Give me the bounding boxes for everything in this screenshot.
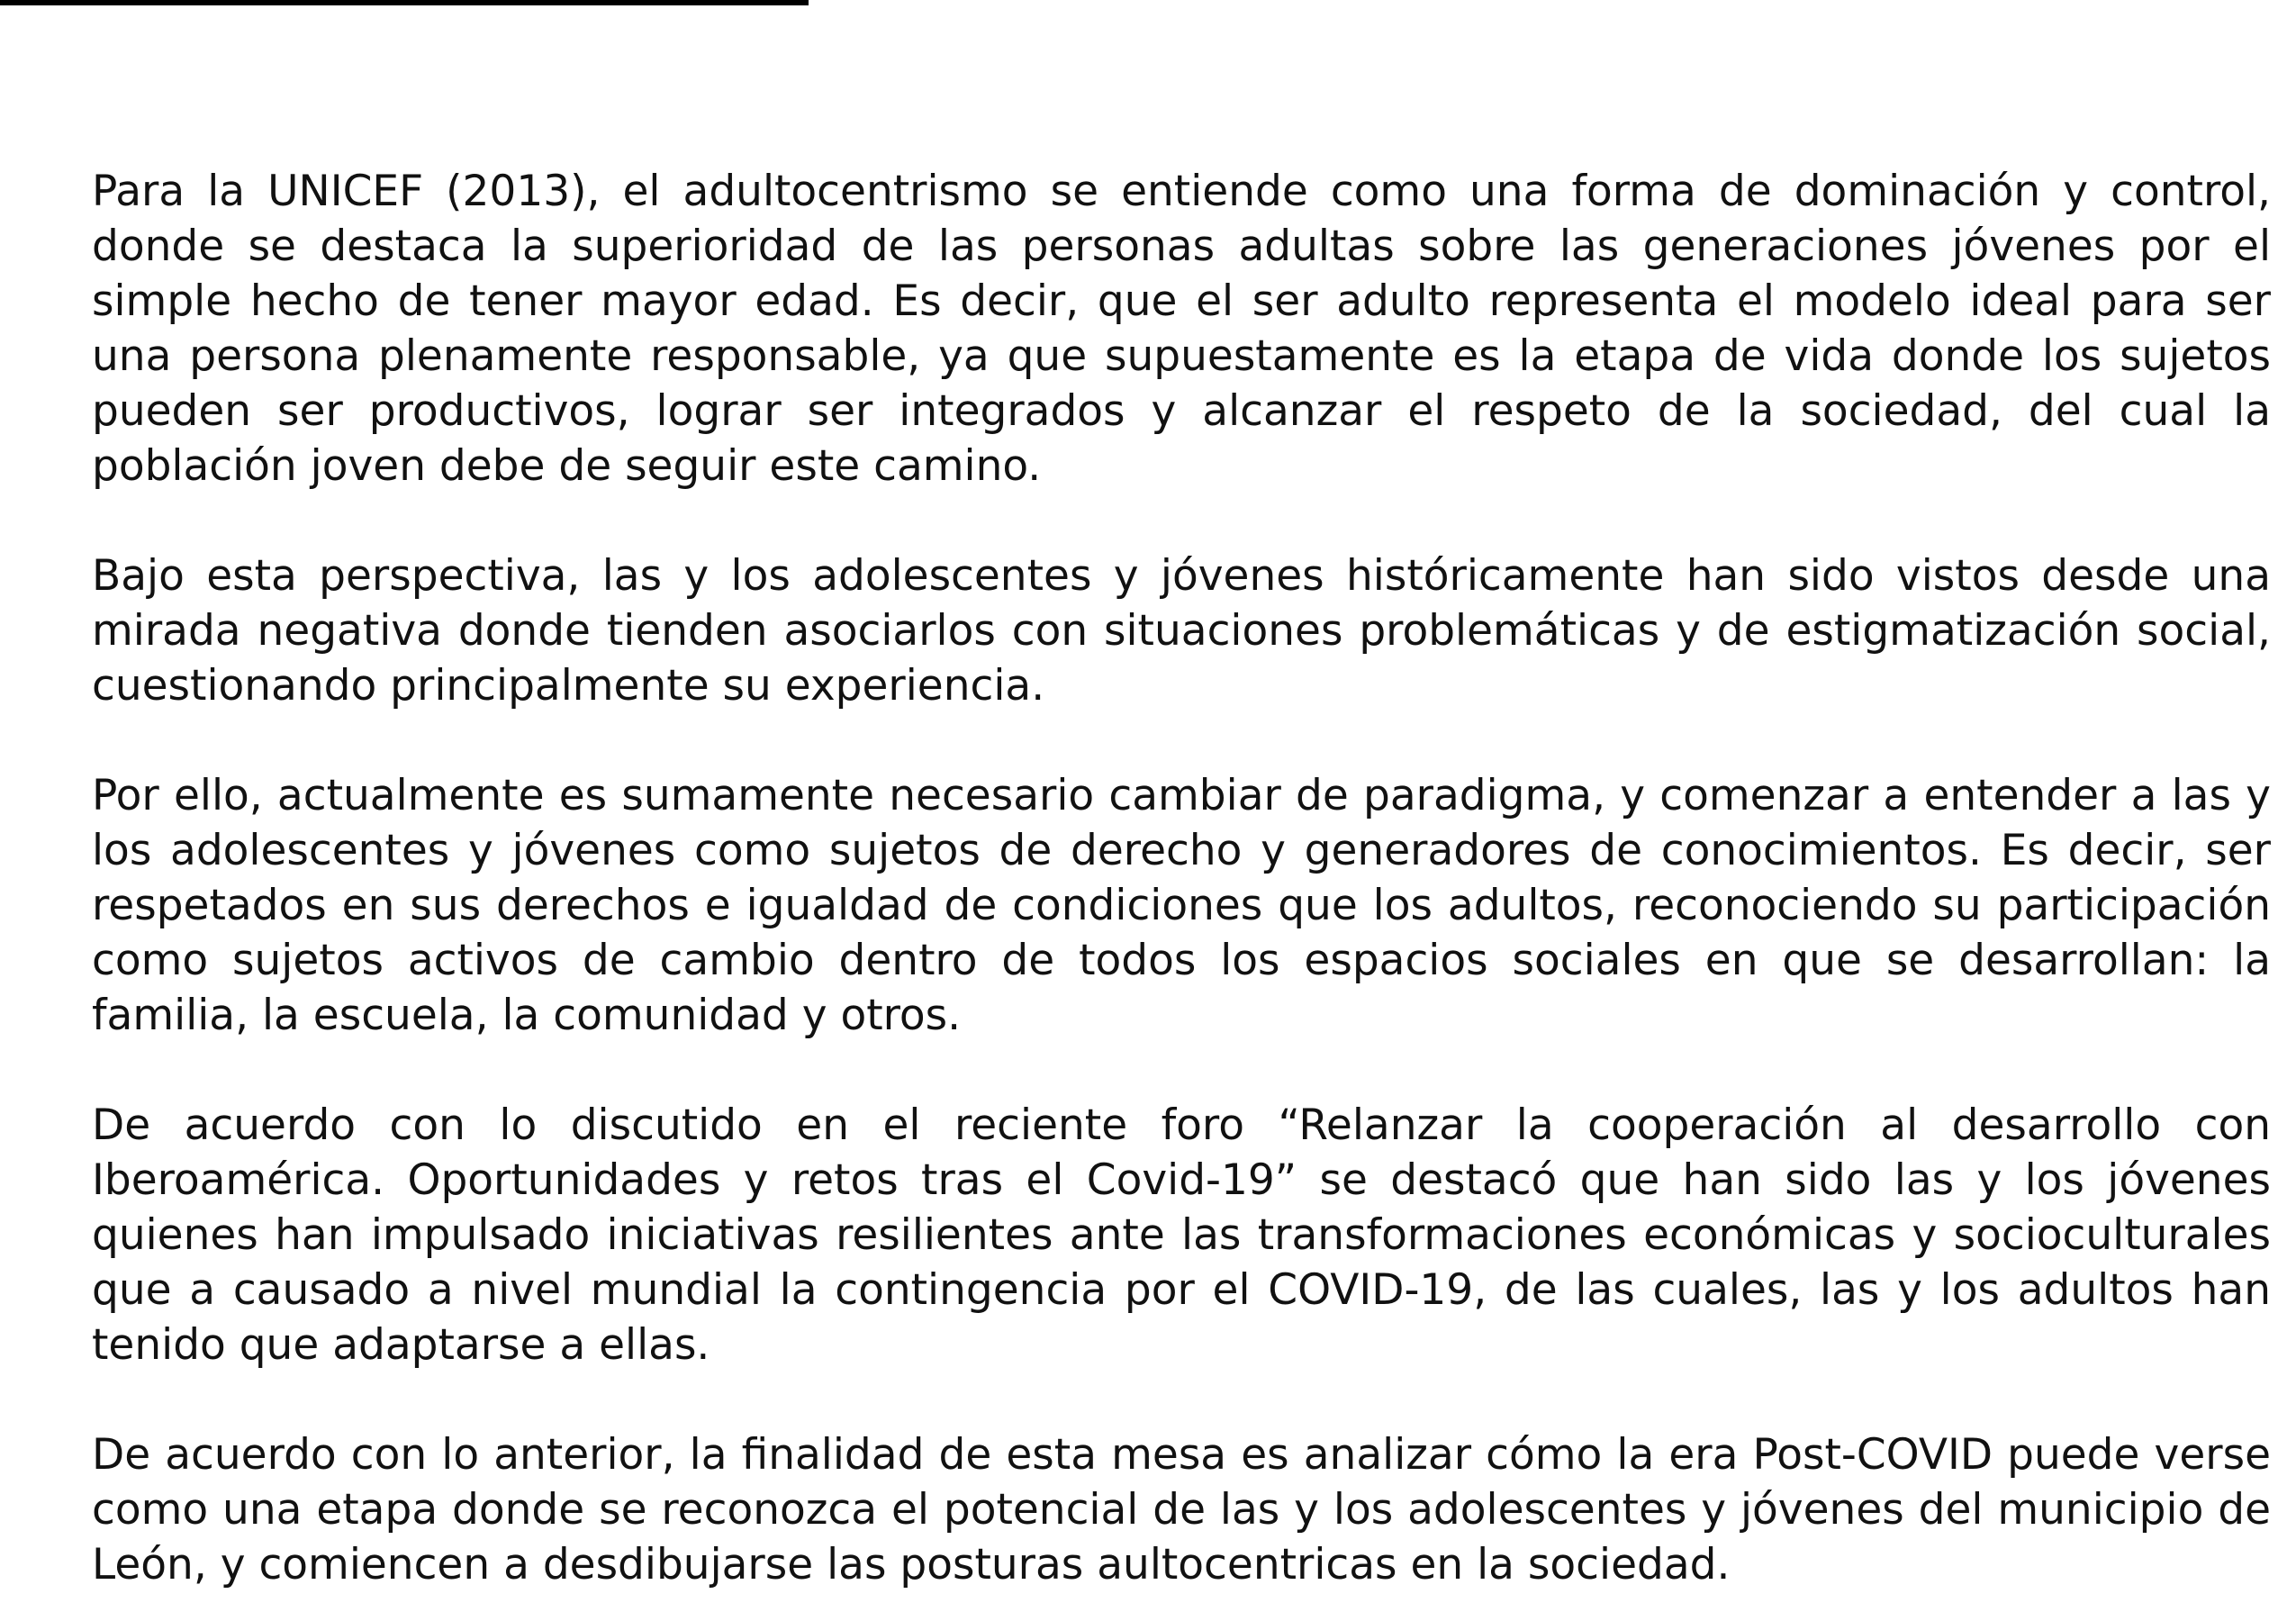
paragraph-1: Para la UNICEF (2013), el adultocentrismo se entiende como una forma de dominación y control, donde se destaca la superioridad de las personas adultas sobre las generaciones jóvenes por el simple hecho de tener mayor edad. Es decir, que el ser adulto representa el modelo ideal para ser una persona plenamente responsable, ya que supuestamente es la etapa de vida donde los sujetos pueden ser productivos, lograr ser integrados y alcanzar el respeto de la sociedad, del cual la población joven debe de seguir este camino. xyxy=(92,167,2271,491)
paragraph-3: Por ello, actualmente es sumamente necesario cambiar de paradigma, y comenzar a entender a las y los adolescentes y jóvenes como sujetos de derecho y generadores de conocimientos. Es decir, ser respetados en sus derechos e igualdad de condiciones que los adultos, reconociendo su participación como sujetos activos de cambio dentro de todos los espacios sociales en que se desarrollan: la familia, la escuela, la comunidad y otros. xyxy=(92,771,2271,1040)
paragraph-4: De acuerdo con lo discutido en el reciente foro “Relanzar la cooperación al desarrollo con Iberoamérica. Oportunidades y retos tras el Covid-19” se destacó que han sido las y los jóvenes quienes han impulsado iniciativas resilientes ante las transformaciones económicas y socioculturales que a causado a nivel mundial la contingencia por el COVID-19, de las cuales, las y los adultos han tenido que adaptarse a ellas. xyxy=(92,1100,2271,1370)
top-rule xyxy=(0,0,809,5)
document-body xyxy=(92,164,2271,1592)
paragraph-2: Bajo esta perspectiva, las y los adolescentes y jóvenes históricamente han sido vistos desde una mirada negativa donde tienden asociarlos con situaciones problemáticas y de estigmatización social, cuestionando principalmente su experiencia. xyxy=(92,551,2271,711)
paragraph-5: De acuerdo con lo anterior, la finalidad de esta mesa es analizar cómo la era Post-COVID puede verse como una etapa donde se reconozca el potencial de las y los adolescentes y jóvenes del municipio de León, y comiencen a desdibujarse las posturas aultocentricas en la sociedad. xyxy=(92,1430,2271,1589)
